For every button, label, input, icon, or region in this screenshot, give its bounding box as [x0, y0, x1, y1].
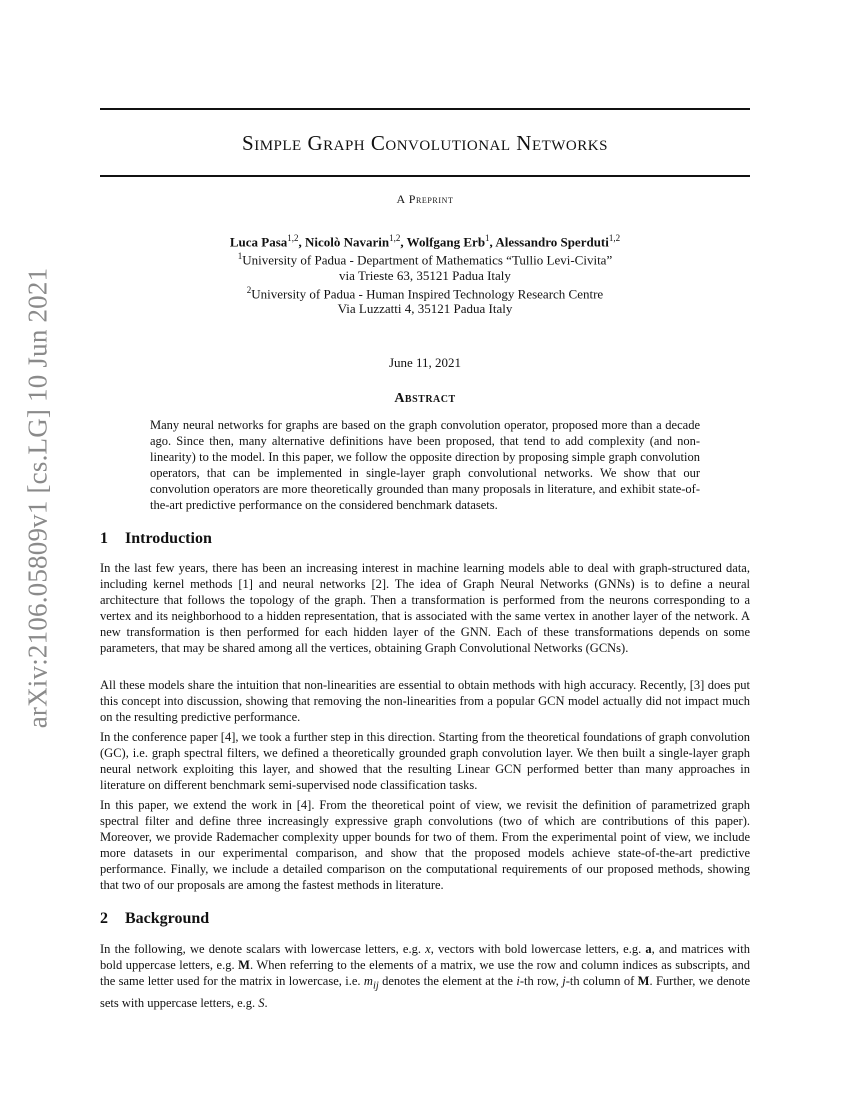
author-name: Alessandro Sperduti	[495, 234, 609, 250]
math-index-j: j	[562, 974, 566, 988]
text-run: , and matrices with bold uppercase letters, e.g.	[100, 942, 750, 972]
section-number: 1	[100, 530, 108, 547]
author-affil-sup: 1,2	[287, 233, 299, 243]
intro-paragraph-4: In this paper, we extend the work in [4]. From the theoretical point of view, we revisit the definition of parametrized graph spectral filter and define three increasingly expressive graph convolutions (two of which are contributions of this paper). Moreover, we provide Rademacher complexity upper bounds for two of them. From the experimental point of view, we include more datasets in our experimental comparison, and show that the proposed models achieve state-of-the-art predictive performance. Finally, we include a detailed comparison on the computational requirements of our proposed methods, showing that two of our proposals are among the fastest methods in literature.	[100, 798, 750, 892]
math-matrix-M: M	[637, 974, 650, 988]
section-title: Background	[125, 910, 210, 927]
affiliation-1-line1: University of Padua - Department of Mathematics “Tullio Levi-Civita”	[242, 252, 613, 268]
author-separator: ,	[298, 234, 306, 250]
author-name: Luca Pasa	[229, 234, 288, 250]
text-run: . When referring to the elements of a matrix, we use the row and column indices as subscripts, and the same letter used for the matrix in lowercase, i.e.	[100, 958, 750, 988]
section-number: 2	[100, 910, 108, 927]
intro-paragraph-2: All these models share the intuition that non-linearities are essential to obtain methods with high accuracy. Recently, [3] does put this concept into discussion, showing that removing the non-linearities from a popular GCN model actually did not impact much on the resulting predictive performance.	[100, 678, 750, 724]
abstract-heading: Abstract	[394, 391, 456, 406]
affiliation-2-sup: 2	[246, 285, 252, 295]
author-affil-sup: 1	[485, 233, 490, 243]
title-rule-top	[100, 108, 750, 110]
math-index-i: i	[516, 974, 520, 988]
affiliation-2-address: Via Luzzatti 4, 35121 Padua Italy	[337, 301, 513, 316]
affiliation-1-address: via Trieste 63, 35121 Padua Italy	[339, 268, 511, 283]
text-run: .	[264, 995, 268, 1010]
section-2-heading	[100, 910, 750, 928]
intro-paragraph-1: In the last few years, there has been an increasing interest in machine learning models able to deal with graph-structured data, including kernel methods [1] and neural networks [2]. The idea of Graph Neural Networks (GNNs) is to define a neural architecture that follows the topology of the graph. Then a transformation is performed from the neurons corresponding to a vertex and its neighborhood to a hidden representation, that is associated with the same vertex in another layer of the network. A new transformation is then performed for each hidden layer of the GNN. Each of these transformations depends on some parameters, that may be shared among all the vertices, obtaining Graph Convolutional Networks (GCNs).	[100, 561, 750, 655]
math-scalar-x: x	[425, 942, 431, 956]
author-separator: ,	[489, 234, 496, 250]
author-name: Nicolò Navarin	[305, 234, 390, 250]
author-list	[100, 233, 750, 250]
text-run: . Further, we denote sets with uppercase letters, e.g.	[100, 974, 751, 1010]
text-run: -th row,	[519, 974, 563, 988]
background-paragraph-1	[100, 941, 750, 1011]
title-rule-bottom	[100, 175, 750, 177]
affiliation-1-name	[100, 251, 750, 268]
arxiv-identifier-text: arXiv:2106.05809v1 [cs.LG] 10 Jun 2021	[22, 267, 53, 729]
text-run: denotes the element at the	[378, 974, 517, 988]
math-vector-a: a	[645, 942, 652, 956]
author-name: Wolfgang Erb	[406, 234, 486, 250]
math-subscript-ij: ij	[372, 980, 379, 992]
preprint-label: A Preprint	[396, 192, 454, 206]
math-set-S: S	[258, 995, 265, 1010]
text-run: , vectors with bold lowercase letters, e.g.	[430, 942, 646, 956]
math-matrix-M: M	[238, 958, 250, 972]
intro-paragraph-3: In the conference paper [4], we took a further step in this direction. Starting from the theoretical foundations of graph convolution (GC), i.e. graph spectral filters, we defined a theoretically grounded graph convolution layer. We then built a single-layer graph neural network exploiting this layer, and showed that the resulting Linear GCN performed better than many approaches in literature on different benchmark semi-supervised node classification tasks.	[100, 730, 750, 792]
affiliation-2-name	[100, 285, 750, 302]
section-title: Introduction	[125, 530, 212, 547]
affiliation-1-sup: 1	[237, 251, 243, 261]
affiliation-2-line1: University of Padua - Human Inspired Technology Research Centre	[251, 286, 604, 302]
arxiv-identifier	[20, 267, 56, 729]
section-1-heading	[100, 530, 750, 548]
abstract-text: Many neural networks for graphs are based on the graph convolution operator, proposed more than a decade ago. Since then, many alternative definitions have been proposed, that tend to add complexity (and non-linearity) to the model. In this paper, we follow the opposite direction by proposing simple graph convolution operators, that can be implemented in single-layer graph convolutional networks. We show that our convolution operators are more theoretically grounded than many proposals in literature, and exhibit state-of-the-art predictive performance on the considered benchmark datasets.	[150, 418, 700, 512]
text-run: In the following, we denote scalars with lowercase letters, e.g.	[100, 942, 426, 956]
text-run: -th column of	[565, 974, 638, 988]
author-separator: ,	[400, 234, 407, 250]
paper-title: Simple Graph Convolutional Networks	[242, 131, 608, 155]
author-affil-sup: 1,2	[608, 233, 621, 243]
publication-date: June 11, 2021	[388, 355, 462, 370]
author-affil-sup: 1,2	[389, 233, 401, 243]
math-element-m: m	[363, 974, 373, 988]
